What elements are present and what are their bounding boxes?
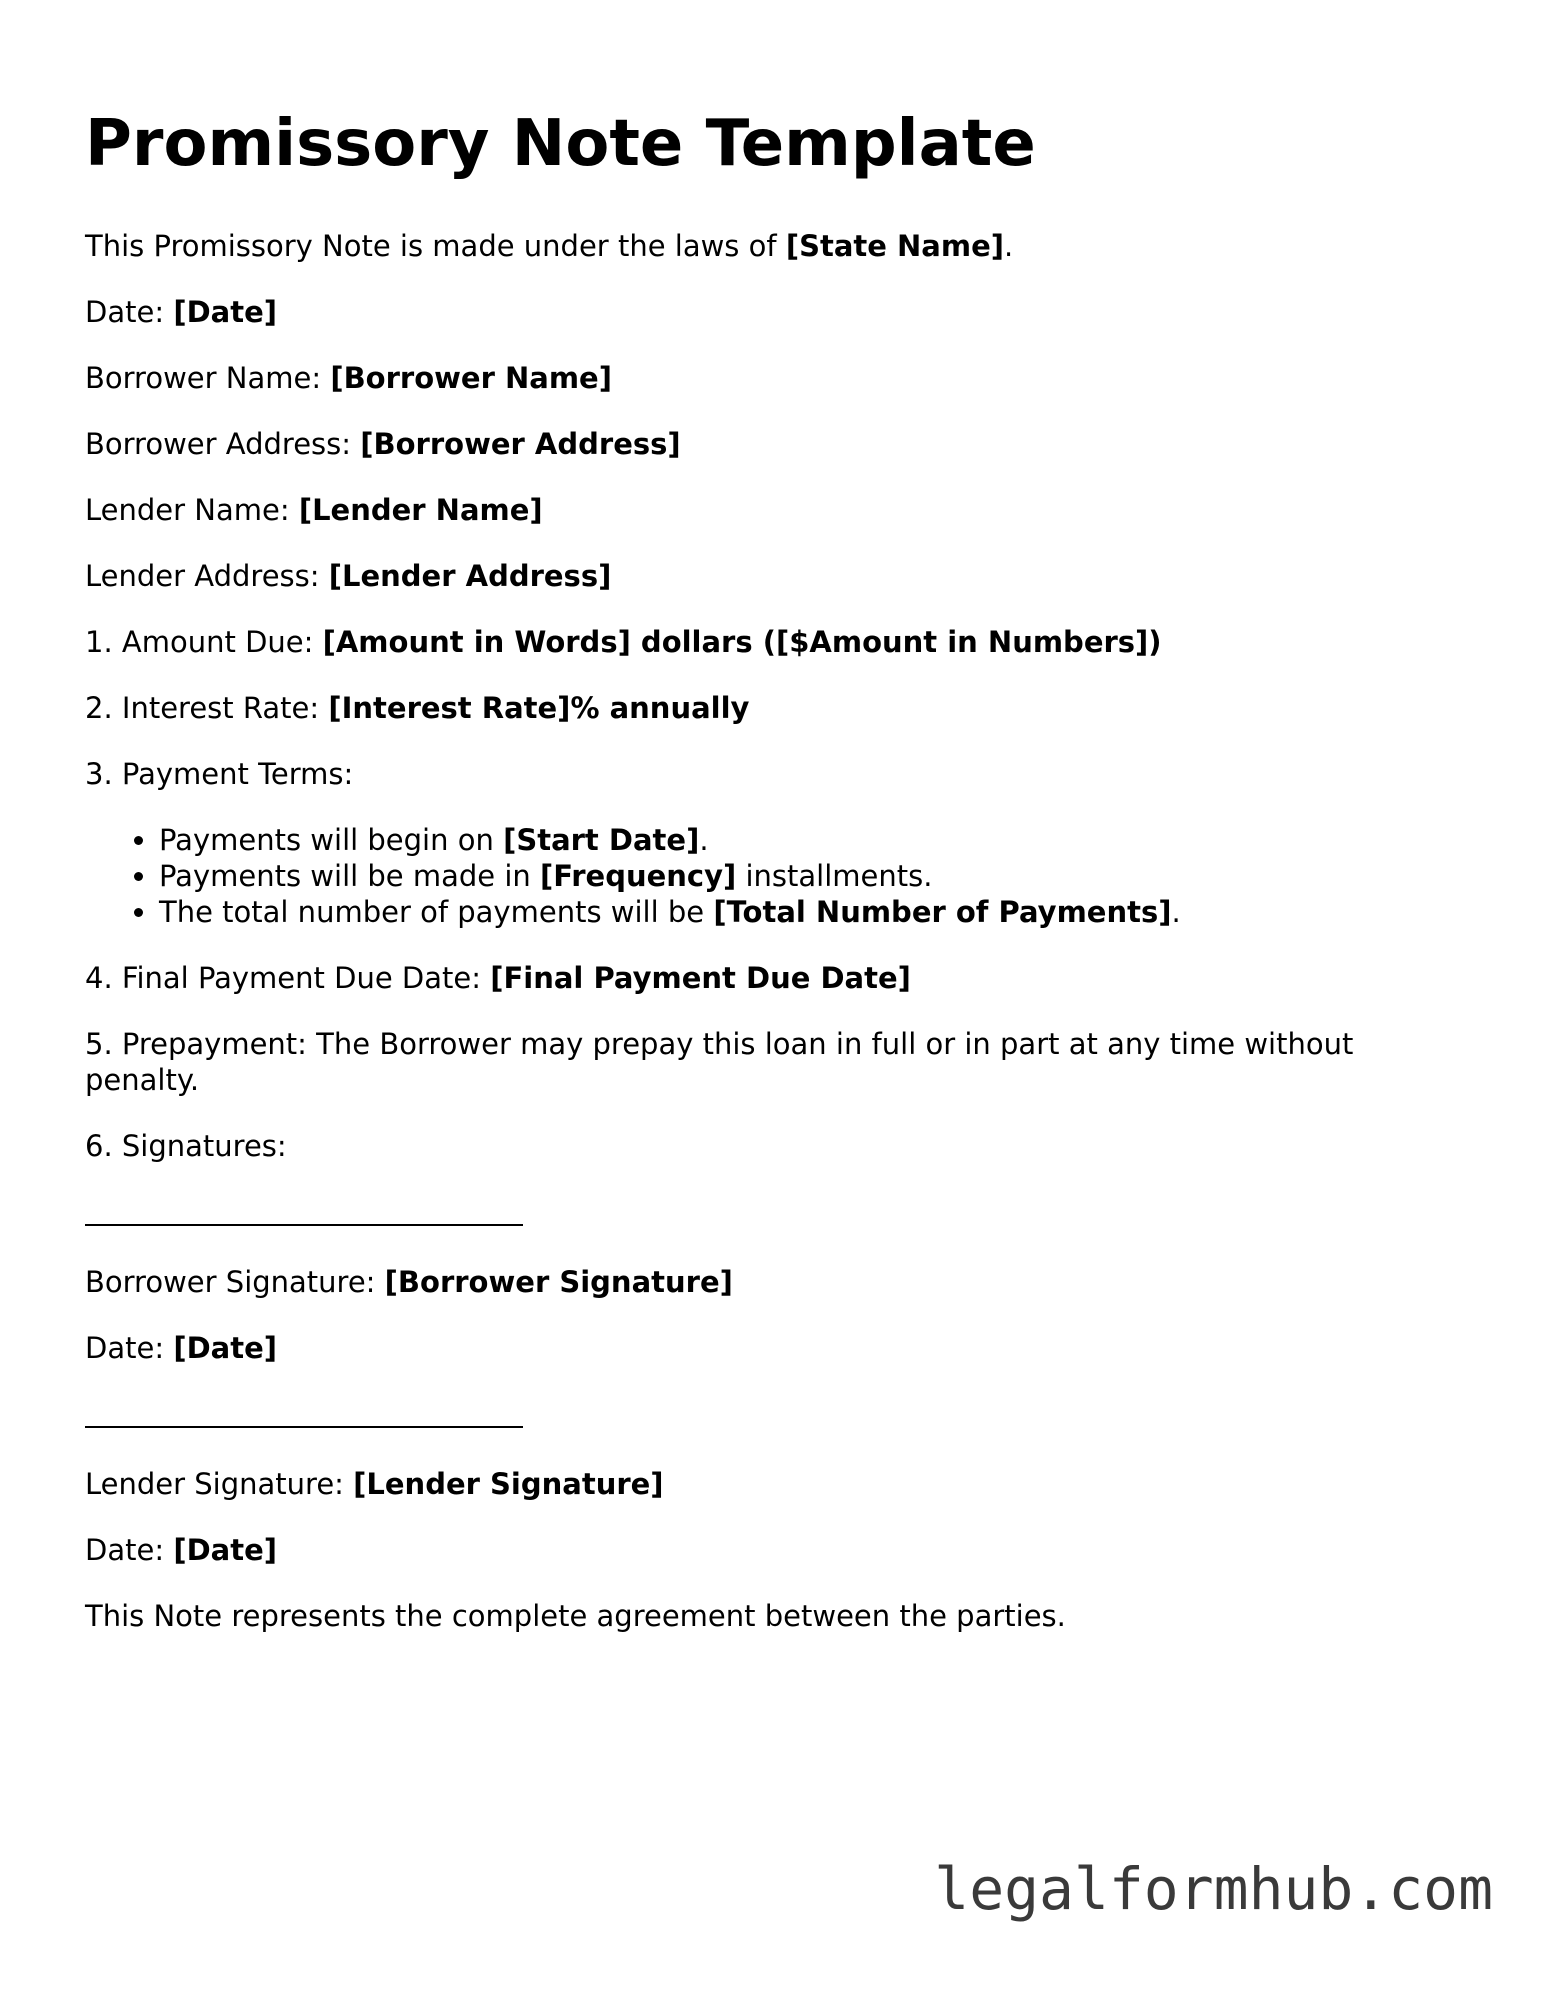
borrower-name-label: Borrower Name: bbox=[85, 361, 331, 395]
lender-address-line bbox=[85, 558, 1465, 594]
list-item-suffix: installments. bbox=[736, 859, 933, 893]
lender-address-placeholder: [Lender Address] bbox=[328, 559, 612, 593]
borrower-signature-line bbox=[85, 1224, 523, 1226]
closing-paragraph: This Note represents the complete agreement between the parties. bbox=[85, 1599, 1066, 1633]
final-payment-placeholder: [Final Payment Due Date] bbox=[490, 961, 911, 995]
payment-terms-heading: 3. Payment Terms: bbox=[85, 757, 354, 791]
intro-paragraph bbox=[85, 228, 1465, 264]
final-payment-label: 4. Final Payment Due Date: bbox=[85, 961, 491, 995]
amount-due-label: 1. Amount Due: bbox=[85, 625, 323, 659]
signatures-heading: 6. Signatures: bbox=[85, 1129, 287, 1163]
borrower-signature-label: Borrower Signature: bbox=[85, 1265, 385, 1299]
start-date-placeholder: [Start Date] bbox=[503, 823, 700, 857]
document-page bbox=[85, 100, 1465, 1664]
lender-name-line bbox=[85, 492, 1465, 528]
intro-suffix: . bbox=[1004, 229, 1014, 263]
interest-rate-placeholder: [Interest Rate]% annually bbox=[328, 691, 750, 725]
lender-name-label: Lender Name: bbox=[85, 493, 299, 527]
borrower-address-label: Borrower Address: bbox=[85, 427, 361, 461]
list-item-text: Payments will be made in bbox=[159, 859, 541, 893]
lender-date-line bbox=[85, 1532, 1465, 1568]
amount-due-line bbox=[85, 624, 1465, 660]
page-title: Promissory Note Template bbox=[85, 107, 1036, 181]
borrower-signature-line-text bbox=[85, 1264, 1465, 1300]
borrower-signature-placeholder: [Borrower Signature] bbox=[384, 1265, 733, 1299]
lender-signature-line bbox=[85, 1426, 523, 1428]
date-label: Date: bbox=[85, 1533, 174, 1567]
list-item bbox=[159, 858, 1465, 894]
date-placeholder: [Date] bbox=[173, 1331, 277, 1365]
interest-rate-label: 2. Interest Rate: bbox=[85, 691, 329, 725]
list-item-suffix: . bbox=[1171, 895, 1181, 929]
lender-signature-label: Lender Signature: bbox=[85, 1467, 354, 1501]
date-label: Date: bbox=[85, 1331, 174, 1365]
payment-terms-list bbox=[85, 822, 1465, 930]
date-placeholder: [Date] bbox=[173, 1533, 277, 1567]
total-payments-placeholder: [Total Number of Payments] bbox=[713, 895, 1172, 929]
date-line bbox=[85, 294, 1465, 330]
lender-address-label: Lender Address: bbox=[85, 559, 329, 593]
prepayment-paragraph: 5. Prepayment: The Borrower may prepay this loan in full or in part at any time without penalty. bbox=[85, 1027, 1354, 1097]
interest-rate-line bbox=[85, 690, 1465, 726]
list-item-text: Payments will begin on bbox=[159, 823, 504, 857]
list-item-text: The total number of payments will be bbox=[159, 895, 714, 929]
borrower-name-line bbox=[85, 360, 1465, 396]
watermark: legalformhub.com bbox=[934, 1855, 1493, 1923]
intro-text: This Promissory Note is made under the laws of bbox=[85, 229, 786, 263]
list-item bbox=[159, 894, 1465, 930]
frequency-placeholder: [Frequency] bbox=[540, 859, 737, 893]
list-item bbox=[159, 822, 1465, 858]
list-item-suffix: . bbox=[699, 823, 709, 857]
borrower-date-line bbox=[85, 1330, 1465, 1366]
date-placeholder: [Date] bbox=[173, 295, 277, 329]
borrower-name-placeholder: [Borrower Name] bbox=[330, 361, 612, 395]
borrower-address-line bbox=[85, 426, 1465, 462]
lender-name-placeholder: [Lender Name] bbox=[298, 493, 543, 527]
borrower-address-placeholder: [Borrower Address] bbox=[360, 427, 681, 461]
state-name-placeholder: [State Name] bbox=[785, 229, 1004, 263]
lender-signature-placeholder: [Lender Signature] bbox=[353, 1467, 664, 1501]
final-payment-line bbox=[85, 960, 1465, 996]
amount-due-placeholder: [Amount in Words] dollars ([$Amount in Numbers]) bbox=[322, 625, 1162, 659]
lender-signature-line-text bbox=[85, 1466, 1465, 1502]
date-label: Date: bbox=[85, 295, 174, 329]
